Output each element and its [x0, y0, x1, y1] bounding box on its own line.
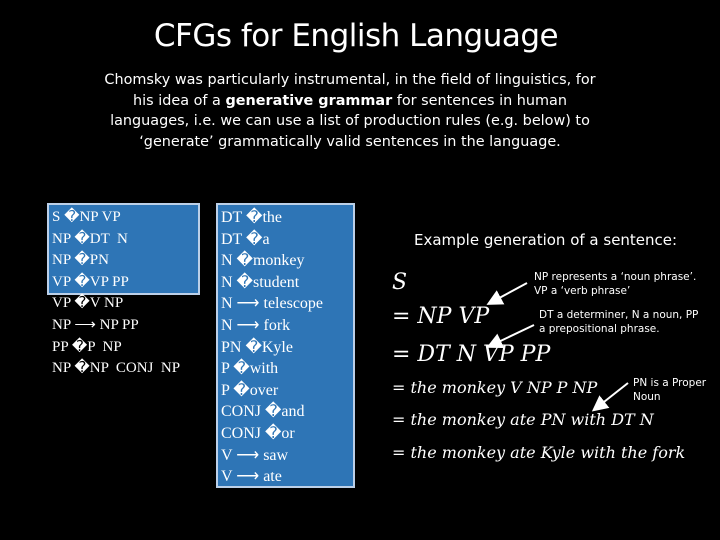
rule-item: NP �PN [52, 252, 109, 269]
rule-item: DT �a [221, 230, 270, 248]
rule-item: NP �DT N [52, 230, 128, 247]
example-label: Example generation of a sentence: [414, 231, 678, 249]
note-dt-pp: DT a determiner, N a noun, PP a prepositional phrase. [539, 309, 699, 335]
rule-item: S �NP VP [52, 209, 121, 225]
rule-item: N ⟶ fork [221, 316, 291, 334]
rule-item: CONJ �and [221, 403, 305, 421]
rule-item: N �student [221, 273, 300, 291]
rule-item: CONJ �or [221, 424, 295, 442]
rule-item: PN �Kyle [221, 338, 293, 356]
slide-title: CFGs for English Language [153, 18, 559, 54]
rule-item: P �with [221, 360, 279, 378]
rule-item: V ⟶ saw [221, 446, 289, 464]
rule-item: NP ⟶ NP PP [52, 316, 139, 333]
note-np-vp: NP represents a ‘noun phrase’. VP a ‘verb phrase’ [534, 271, 697, 297]
rule-item: P �over [221, 381, 279, 399]
derivation-step: = NP VP [392, 304, 490, 329]
rule-item: PP �P NP [52, 338, 122, 355]
rule-item: DT �the [221, 209, 282, 226]
rule-item: N ⟶ telescope [221, 295, 324, 313]
arrow-pn [595, 383, 628, 409]
intro-text-before: Chomsky was particularly instrumental, in the field of linguistics, for his idea of a [104, 72, 596, 109]
derivation-step: = DT N VP PP [392, 342, 551, 367]
rule-item: V ⟶ ate [221, 468, 282, 486]
arrow-dt-pp [490, 325, 534, 346]
rule-item: VP �VP PP [52, 273, 129, 290]
derivation-step: = the monkey ate PN with DT N [392, 410, 654, 429]
arrow-np-vp [490, 283, 527, 303]
note-pn: PN is a Proper Noun [633, 377, 707, 403]
rule-item: VP �V NP [52, 295, 124, 312]
intro-bold-term: generative grammar [225, 92, 393, 109]
derivation-step: S [392, 270, 408, 295]
rule-item: N �monkey [221, 252, 305, 270]
intro-text-after: for sentences in human languages, i.e. we can use a list of production rules (e.g. below) to ‘generate’ grammatically valid sentences in the language. [110, 92, 590, 150]
derivation-step: = the monkey ate Kyle with the fork [392, 443, 686, 462]
derivation-step: = the monkey V NP P NP [392, 378, 598, 397]
rule-item: NP �NP CONJ NP [52, 360, 181, 377]
